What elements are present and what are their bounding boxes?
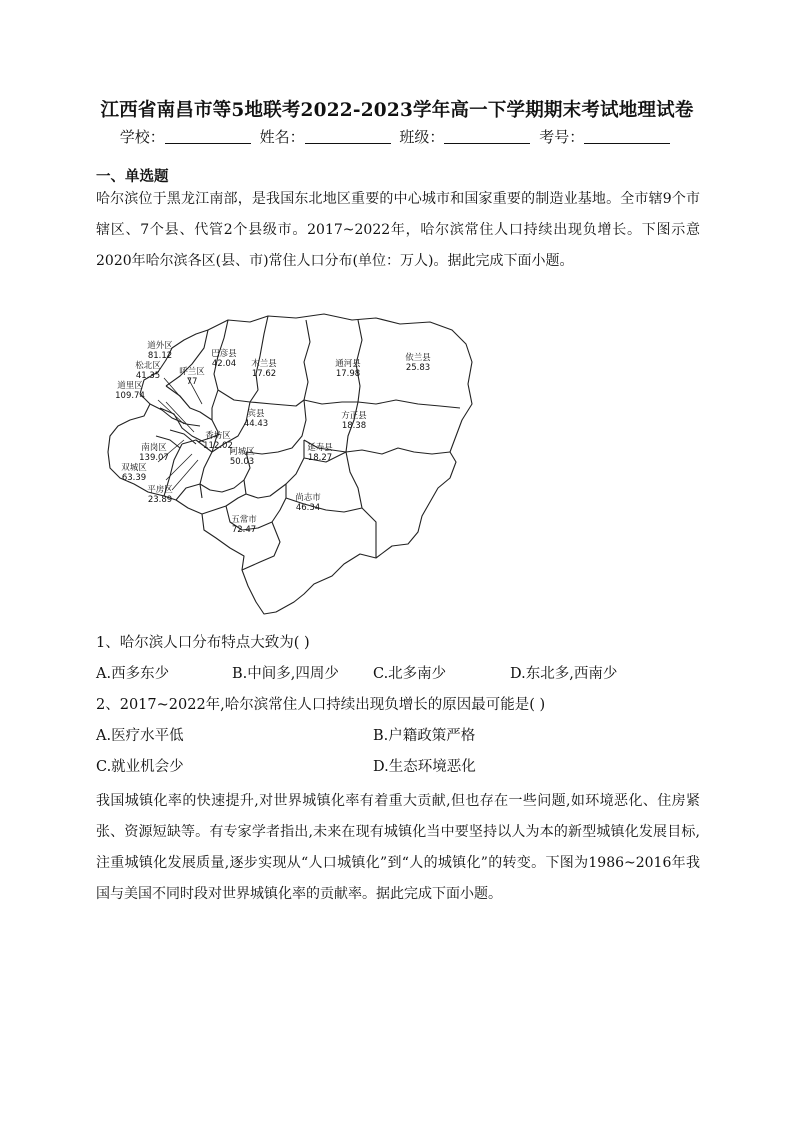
map-region-value: 44.43 xyxy=(243,419,269,429)
map-region-value: 46.34 xyxy=(295,503,321,513)
map-region-name: 双城区 xyxy=(121,463,147,473)
map-region-value: 17.62 xyxy=(251,369,277,379)
exam-title: 江西省南昌市等5地联考2022-2023学年高一下学期期末考试地理试卷 xyxy=(100,100,694,121)
q2-option-b[interactable]: B.户籍政策严格 xyxy=(373,728,476,744)
question-2-stem: 2、2017~2022年,哈尔滨常住人口持续出现负增长的原因最可能是( ) xyxy=(96,697,546,713)
map-region-name: 松北区 xyxy=(135,361,161,371)
q1-option-b[interactable]: B.中间多,四周少 xyxy=(232,666,339,682)
material-harbin: 哈尔滨位于黑龙江南部，是我国东北地区重要的中心城市和国家重要的制造业基地。全市辖9个市辖区、7个县、代管2个县级市。2017~2022年，哈尔滨常住人口持续出现负增长。下图示意2020年哈尔滨各区(县、市)常住人口分布(单位：万人)。据此完成下面小题。 xyxy=(96,191,700,269)
q1-option-c[interactable]: C.北多南少 xyxy=(373,666,447,682)
map-region-value: 25.83 xyxy=(405,363,431,373)
map-region-value: 23.89 xyxy=(147,495,173,505)
map-region-name: 阿城区 xyxy=(229,447,255,457)
school-blank xyxy=(165,129,251,144)
map-region-name: 通河县 xyxy=(335,359,361,369)
q1-option-a[interactable]: A.西多东少 xyxy=(96,666,170,682)
map-region-value: 50.03 xyxy=(229,457,255,467)
map-region-value: 72.47 xyxy=(231,525,257,535)
name-label: 姓名： xyxy=(259,128,305,146)
map-region-value: 139.07 xyxy=(139,453,169,463)
map-region-value: 17.98 xyxy=(335,369,361,379)
map-region-name: 宾县 xyxy=(247,409,265,419)
name-blank xyxy=(305,129,391,144)
q2-option-a[interactable]: A.医疗水平低 xyxy=(96,728,184,744)
map-region-value: 112.02 xyxy=(203,441,233,451)
map-region-value: 81.12 xyxy=(147,351,173,361)
map-region-value: 41.35 xyxy=(135,371,161,381)
map-region-value: 109.74 xyxy=(115,391,145,401)
section-heading: 一、单选题 xyxy=(96,168,169,185)
map-region-name: 五常市 xyxy=(231,515,257,525)
map-region-name: 尚志市 xyxy=(295,493,321,503)
map-region-name: 木兰县 xyxy=(251,359,277,369)
map-region-name: 呼兰区 xyxy=(179,367,205,377)
harbin-population-map xyxy=(100,312,484,618)
map-region-name: 方正县 xyxy=(341,411,367,421)
class-blank xyxy=(444,129,530,144)
map-region-value: 42.04 xyxy=(211,359,237,369)
q1-option-d[interactable]: D.东北多,西南少 xyxy=(510,666,618,682)
q2-option-c[interactable]: C.就业机会少 xyxy=(96,759,184,775)
map-region-name: 依兰县 xyxy=(405,353,431,363)
map-region-name: 道外区 xyxy=(147,341,173,351)
map-region-value: 77 xyxy=(186,377,198,387)
map-region-value: 18.27 xyxy=(307,453,333,463)
class-label: 班级： xyxy=(399,128,445,146)
map-region-name: 南岗区 xyxy=(141,443,167,453)
material-urbanization: 我国城镇化率的快速提升,对世界城镇化率有着重大贡献,但也存在一些问题,如环境恶化、住房紧张、资源短缺等。有专家学者指出,未来在现有城镇化当中要坚持以人为本的新型城镇化发展目标,注重城镇化发展质量,逐步实现从“人口城镇化”到“人的城镇化”的转变。下图为1986~2016年我国与美国不同时段对世界城镇化率的贡献率。据此完成下面小题。 xyxy=(96,793,700,902)
map-region-value: 18.38 xyxy=(341,421,367,431)
map-region-name: 道里区 xyxy=(117,381,143,391)
exam-number-blank xyxy=(584,129,670,144)
map-region-value: 63.39 xyxy=(121,473,147,483)
q2-option-d[interactable]: D.生态环境恶化 xyxy=(373,759,476,775)
map-region-name: 延寿县 xyxy=(307,443,333,453)
student-info-row xyxy=(0,126,794,147)
question-1-stem: 1、哈尔滨人口分布特点大致为( ) xyxy=(96,635,310,651)
map-region-name: 香坊区 xyxy=(205,431,231,441)
school-label: 学校： xyxy=(119,128,165,146)
map-region-name: 平房区 xyxy=(147,485,173,495)
exam-number-label: 考号： xyxy=(539,128,585,146)
map-region-name: 巴彦县 xyxy=(211,349,237,359)
